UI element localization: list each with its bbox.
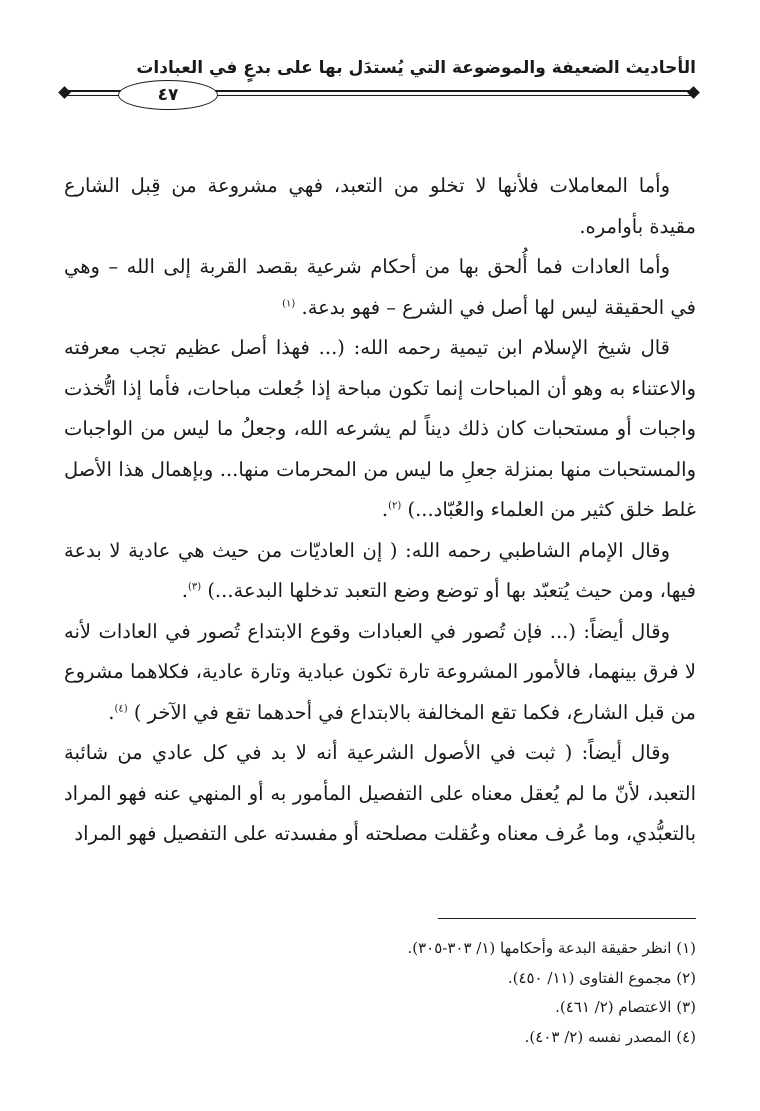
- page-number: [118, 80, 218, 110]
- footnote: (٤) المصدر نفسه (٢/ ٤٠٣).: [524, 1027, 696, 1046]
- footnote-ref: (٢): [388, 500, 402, 512]
- footnote-ref: (٤): [114, 703, 128, 714]
- page-number-text: ٤٧: [157, 85, 179, 105]
- paragraph: وأما المعاملات فلأنها لا تخلو من التعبد، فهي مشروعة من قِبل الشارع مقيدة بأوامره.: [64, 174, 696, 238]
- paragraph: وقال الإمام الشاطبي رحمه الله: ( إن العاديّات من حيث هي عادية لا بدعة فيها، ومن حيث يُتعبّد بها أو توضع وضع التعبد تدخلها البدعة...) $^{(٣)}$.: [64, 538, 696, 602]
- footnote-ref: (٣): [187, 581, 202, 593]
- running-header-title: الأحاديث الضعيفة والموضوعة التي يُستدَل بها على بدعٍ في العبادات: [136, 58, 696, 78]
- running-header: [62, 58, 696, 108]
- footnotes: [64, 934, 696, 1052]
- footnote: (٢) مجموع الفتاوى (١١/ ٤٥٠).: [507, 968, 696, 987]
- paragraph: وأما العادات فما أُلحق بها من أحكام شرعية بقصد القربة إلى الله – وهي في الحقيقة ليس لها أصل في الشرع – فهو بدعة. $^{(١)}$: [64, 255, 696, 319]
- diamond-ornament-icon: [58, 86, 71, 99]
- diamond-ornament-icon: [687, 86, 700, 99]
- footnote-separator: [438, 918, 696, 919]
- footnote-ref: (١): [282, 298, 296, 309]
- paragraph: وقال أيضاً: ( ثبت في الأصول الشرعية أنه لا بد في كل عادي من شائبة التعبد، لأنّ ما لم يُعقل معناه على التفصيل المأمور به أو المنهي عنه فهو المراد بالتعبُّدي، وما عُرف معناه وعُقلت مصلحته أو مفسدته على التفصيل فهو المراد: [64, 741, 696, 845]
- footnote: (١) انظر حقيقة البدعة وأحكامها (١/ ٣٠٣-٣٠٥).: [407, 939, 696, 957]
- paragraph: وقال أيضاً: (... فإن تُصور في العبادات وقوع الابتداع تُصور في العادات لأنه لا فرق بينهما، فالأمور المشروعة تارة تكون عبادية وتارة عادية، فكلاهما مشروع من قبل الشارع، فكما تقع المخالفة بالابتداع في أحدهما تقع في الآخر ) $^{(٤)}$.: [64, 619, 696, 724]
- footnote: (٣) الاعتصام (٢/ ٤٦١).: [555, 998, 696, 1016]
- paragraph: قال شيخ الإسلام ابن تيمية رحمه الله: (... فهذا أصل عظيم تجب معرفته والاعتناء به وهو أن المباحات إنما تكون مباحة إذا جُعلت مباحات، فأما إذا اتُّخذت واجبات أو مستحبات كان ذلك ديناً لم يشرعه الله، وجعلُ ما ليس من الواجبات والمستحبات منها بمنزلة جعلِ ما ليس من المحرمات منها... وبإهمال هذا الأصل غلط خلق كثير من العلماء والعُبّاد...) $^{(٢)}$.: [64, 336, 696, 521]
- body-text: [64, 166, 696, 855]
